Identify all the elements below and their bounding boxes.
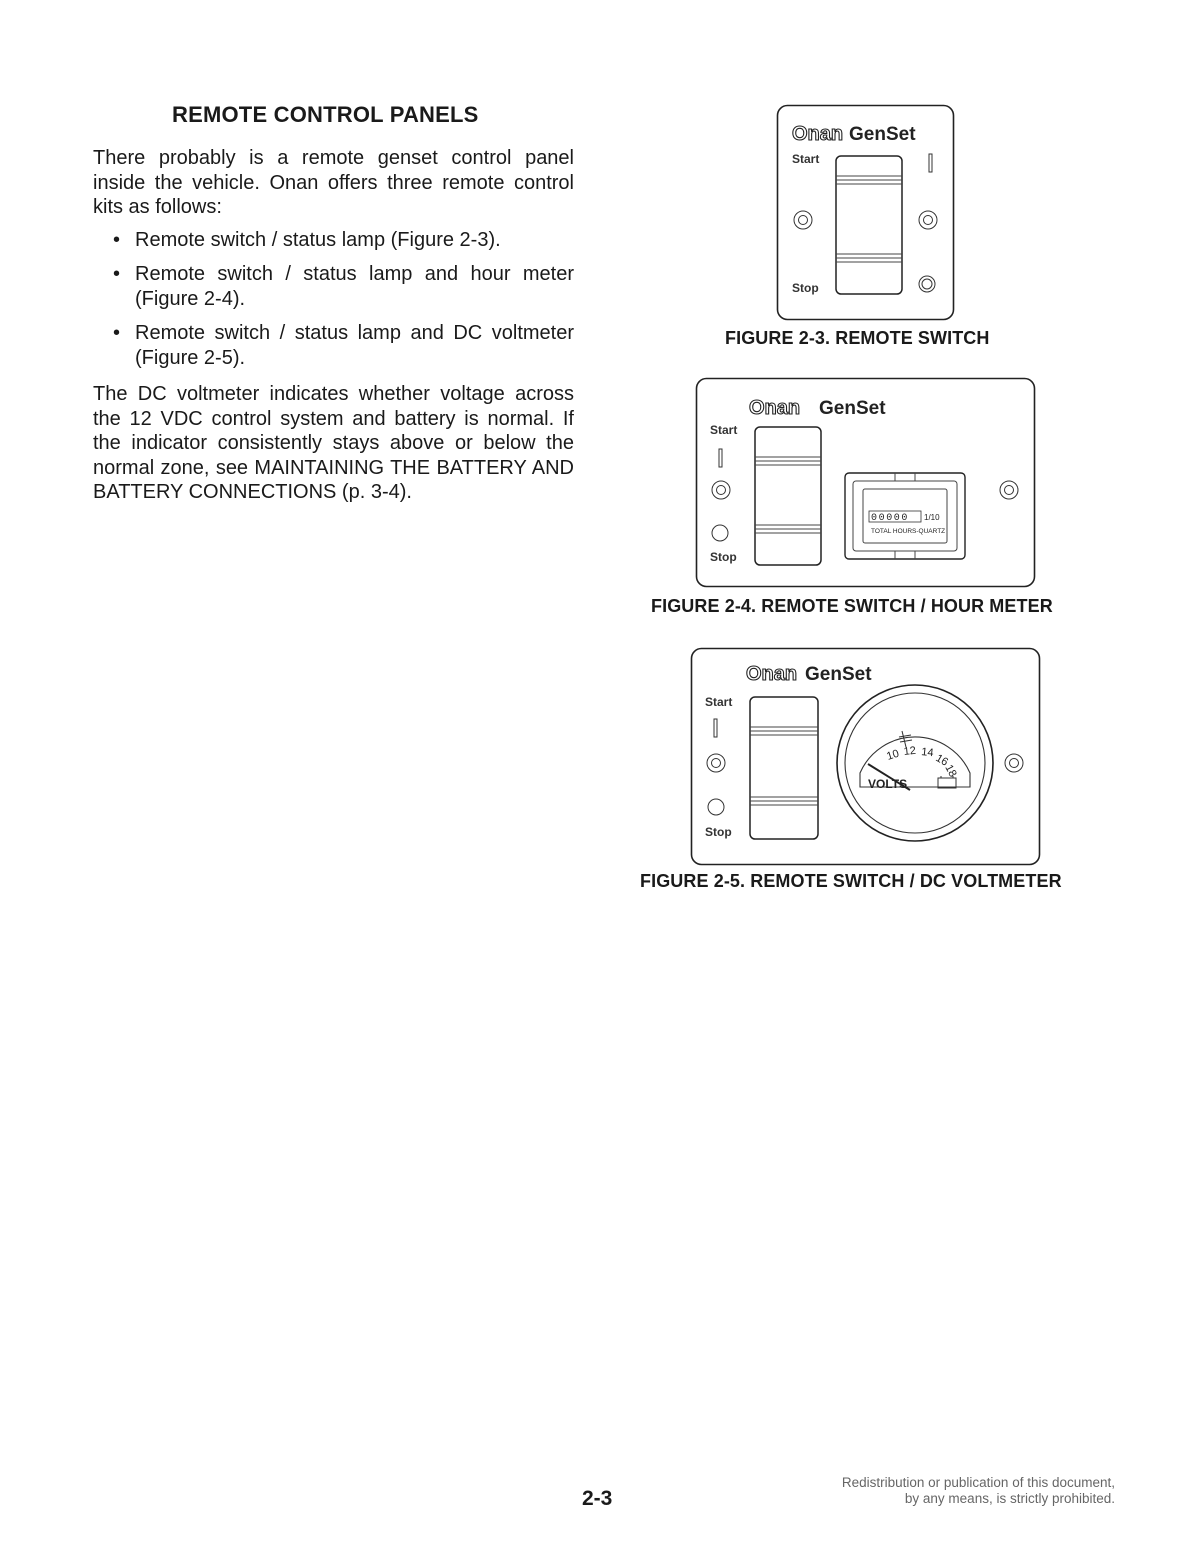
bullet-marker: • — [113, 263, 121, 285]
notice-line: Redistribution or publication of this document, — [841, 1475, 1115, 1490]
text-column — [93, 146, 574, 505]
figure-caption: FIGURE 2-4. REMOTE SWITCH / HOUR METER — [651, 596, 1053, 616]
rocker-switch — [836, 156, 902, 294]
start-label: Start — [792, 152, 820, 166]
section-heading: REMOTE CONTROL PANELS — [172, 102, 479, 127]
genset-label: GenSet — [819, 398, 886, 419]
gauge-tick-label: 14 — [920, 746, 935, 760]
start-label: Start — [710, 423, 738, 437]
stop-label: Stop — [710, 550, 737, 564]
bullet-marker: • — [113, 228, 121, 251]
stop-label: Stop — [792, 281, 819, 295]
hour-meter-label: TOTAL HOURS-QUARTZ — [871, 528, 946, 535]
onan-logo: Onan — [792, 123, 844, 145]
list-item — [93, 321, 574, 370]
list-item-text: Remote switch / status lamp (Figure 2-3). — [135, 228, 501, 251]
stop-label: Stop — [705, 825, 732, 839]
list-item — [93, 262, 574, 311]
hour-meter — [845, 473, 965, 559]
genset-label: GenSet — [805, 664, 872, 685]
figure-caption: FIGURE 2-3. REMOTE SWITCH — [725, 328, 990, 348]
rocker-switch — [755, 427, 821, 565]
hour-meter-panel-figure — [695, 377, 1037, 591]
bullet-marker: • — [113, 322, 121, 344]
remote-switch-panel-figure — [776, 104, 956, 324]
list-item-text: Remote switch / status lamp and DC voltmeter (Figure 2-5). — [135, 322, 574, 369]
gauge-volts-label: VOLTS — [868, 777, 908, 791]
gauge-tick-label: 18 — [942, 762, 959, 780]
voltmeter-panel-figure — [690, 647, 1042, 867]
start-label: Start — [705, 695, 733, 709]
intro-paragraph: There probably is a remote genset control panel inside the vehicle. Onan offers three remote control kits as follows: — [93, 147, 574, 218]
notice-line: by any means, is strictly prohibited. — [904, 1491, 1115, 1506]
onan-logo: Onan — [746, 663, 798, 685]
rocker-switch — [750, 697, 818, 839]
genset-label: GenSet — [849, 124, 916, 145]
list-item-text: Remote switch / status lamp and hour meter (Figure 2-4). — [135, 263, 574, 310]
kit-list — [93, 228, 574, 371]
hour-meter-digits: 00000 — [871, 513, 910, 524]
list-item — [93, 228, 574, 253]
page-number: 2-3 — [582, 1487, 613, 1510]
hour-meter-tenths: 1/10 — [924, 513, 940, 522]
voltmeter-paragraph: The DC voltmeter indicates whether voltage across the 12 VDC control system and battery is normal. If the indicator consistently stays above or below the normal zone, see MAINTAINING THE BATTERY AND BATTERY CONNECTIONS (p. 3-4). — [93, 383, 574, 503]
gauge-tick-label: 10 — [885, 747, 901, 763]
figure-caption: FIGURE 2-5. REMOTE SWITCH / DC VOLTMETER — [640, 871, 1062, 891]
onan-logo: Onan — [749, 397, 801, 419]
gauge-tick-label: 16 — [933, 752, 951, 769]
copyright-notice — [760, 1475, 1115, 1507]
gauge-tick-label: 12 — [903, 744, 917, 758]
dc-voltmeter-gauge — [837, 685, 993, 841]
